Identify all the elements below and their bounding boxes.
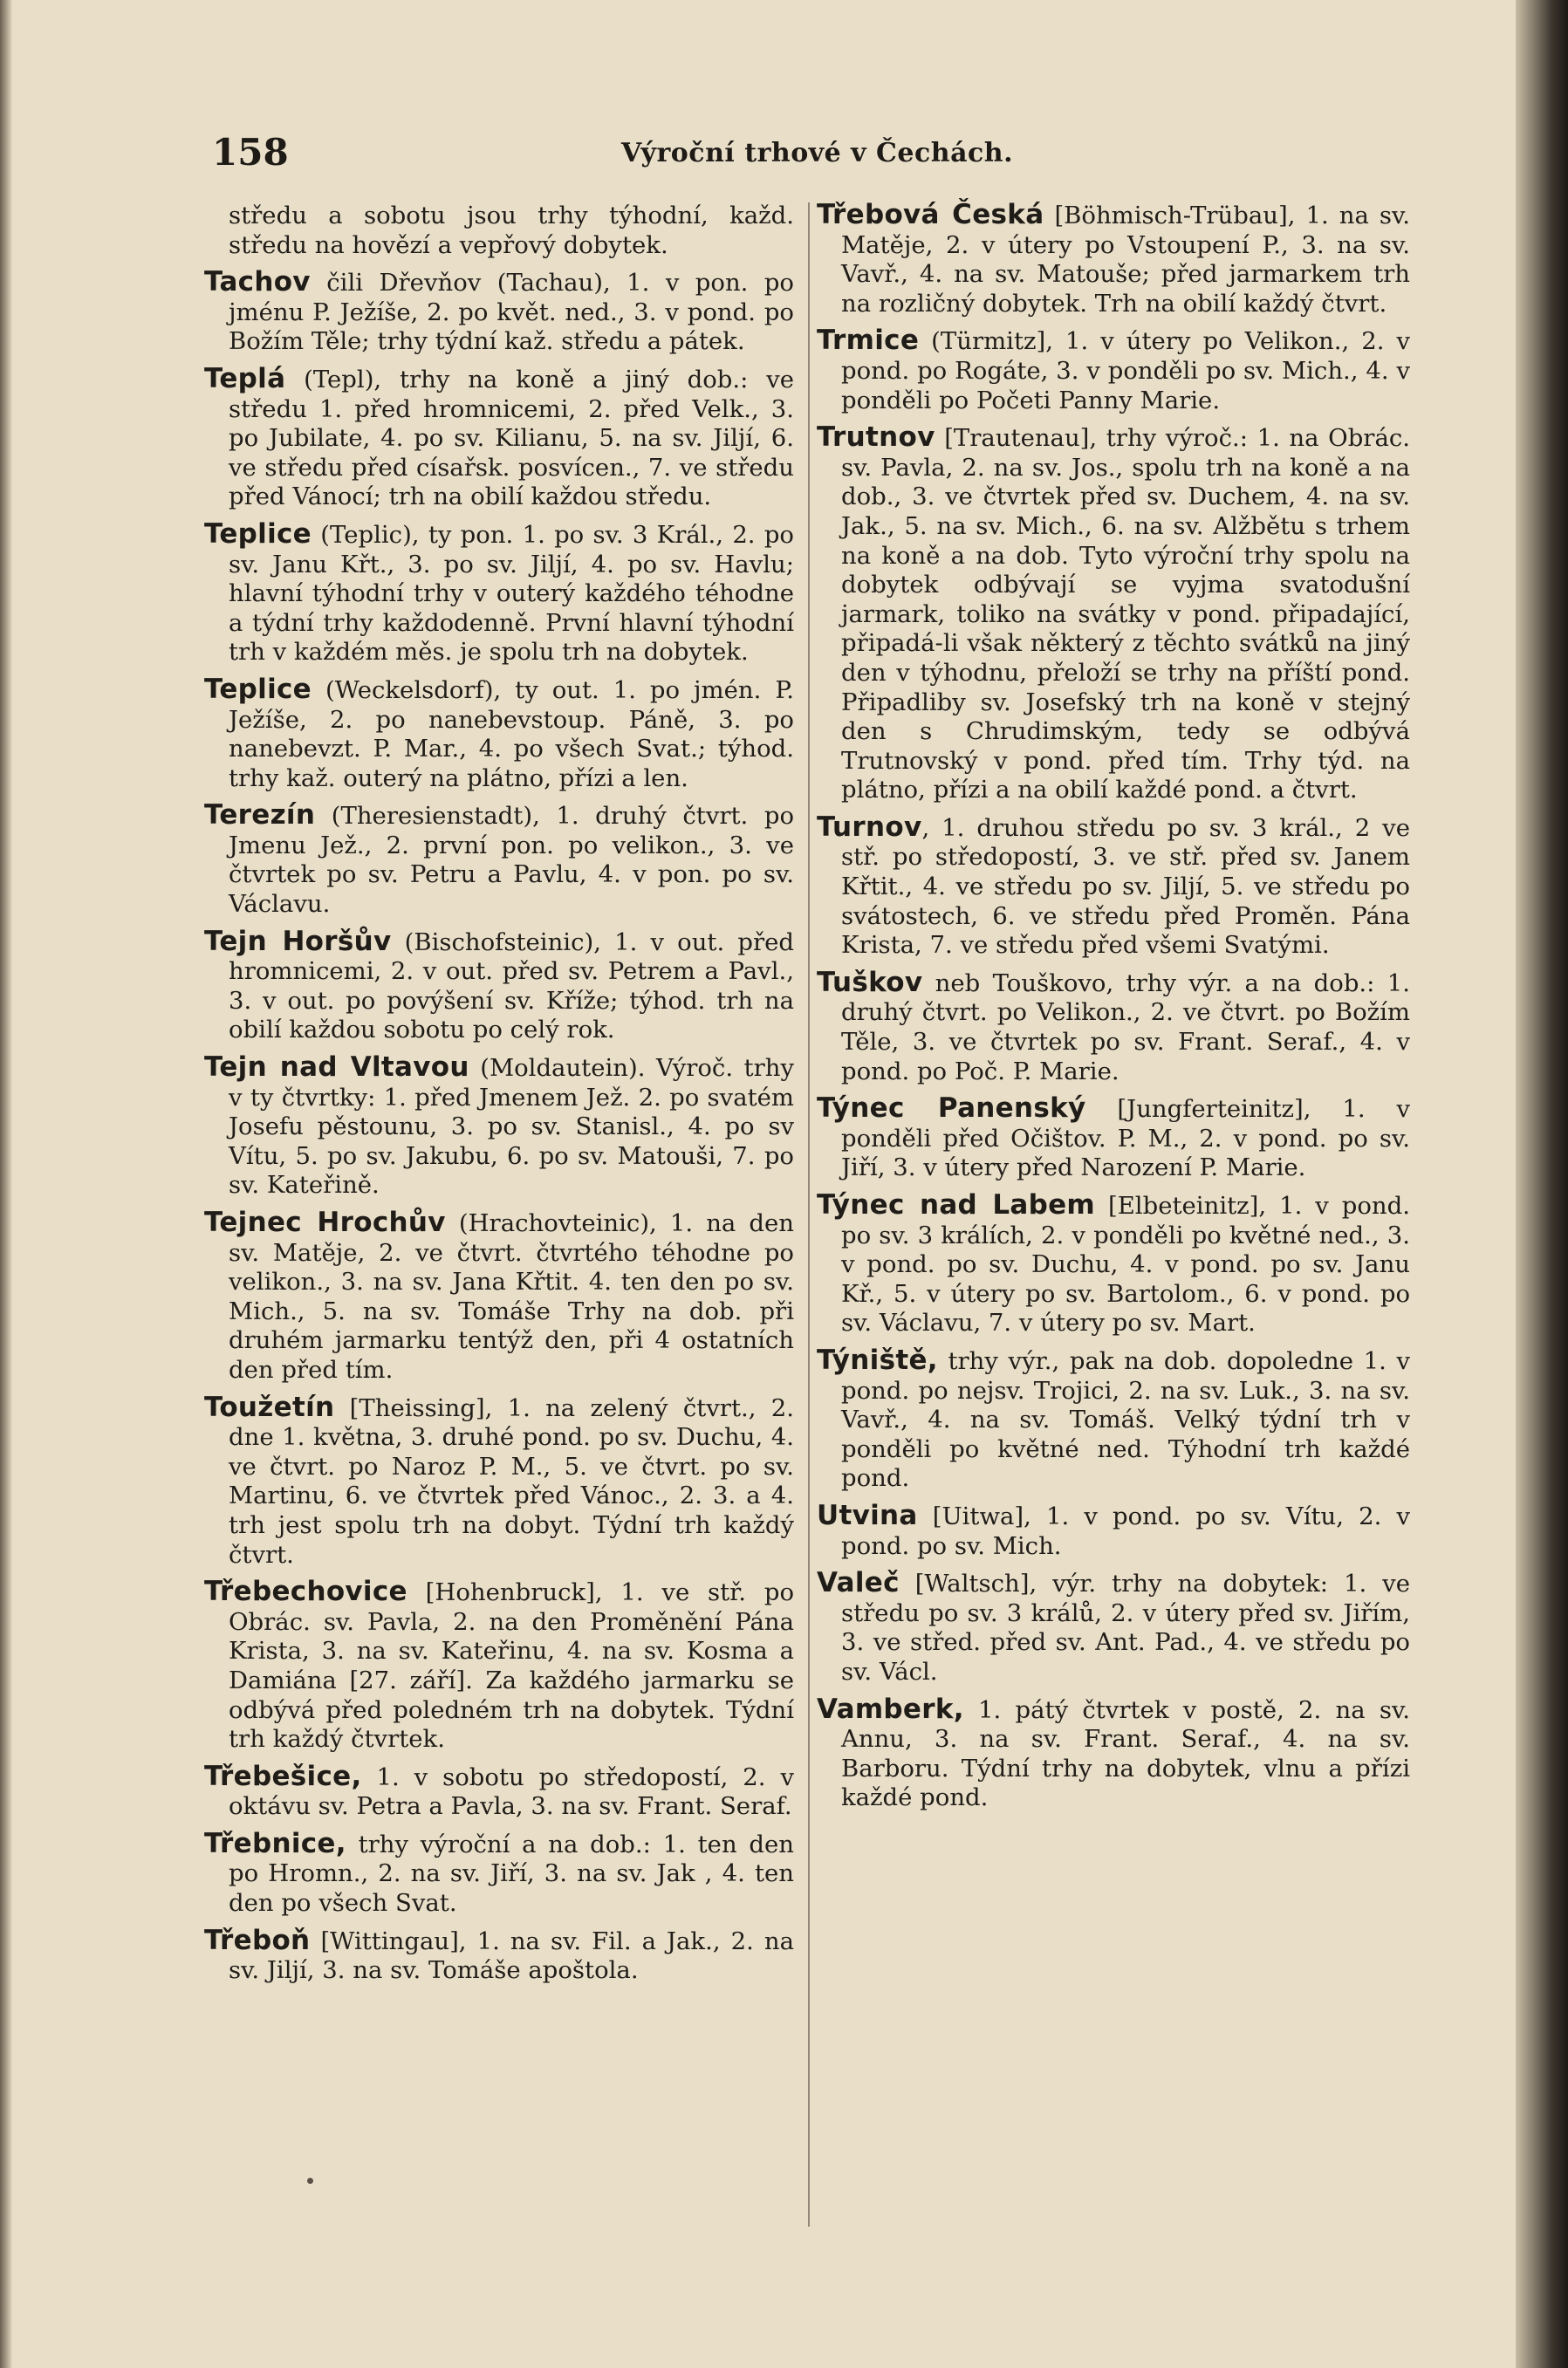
entry-text: [Elbeteinitz], 1. v pond. po sv. 3 králích, 2. v ponděli po květné ned., 3. v pond. po sv. Duchu, 4. v pond. po sv. Janu Kř., 5. v útery po sv. Bartolom., 6. v pond. po sv. Václavu, 7. v útery po sv. Mart. <box>841 1192 1410 1338</box>
entry-text: trhy výr., pak na dob. dopoledne 1. v pond. po nejsv. Trojici, 2. na sv. Luk., 3. na sv. Vavř., 4. na sv. Tomáš. Velký týdní trh v ponděli po květné ned. Týhodní trh každé pond. <box>841 1346 1410 1493</box>
entry <box>817 1191 1410 1338</box>
entry-text: (Weckelsdorf), ty out. 1. po jmén. P. Ježíše, 2. po nanebevstoup. Páně, 3. po nanebevzt. P. Mar., 4. po všech Svat.; týhod. trhy kaž. outerý na plátno, přízi a len. <box>229 675 794 792</box>
entry-text: (Bischofsteinic), 1. v out. před hromnicemi, 2. v out. před sv. Petrem a Pavl., 3. v out. po povýšení sv. Kříže; týhod. trh na obilí každou sobotu po celý rok. <box>229 927 794 1044</box>
entry-headword: Třebnice, <box>204 1827 346 1859</box>
entry-headword: Valeč <box>817 1567 900 1599</box>
entry-text: 1. v sobotu po středopostí, 2. v oktávu sv. Petra a Pavla, 3. na sv. Frant. Seraf. <box>229 1762 794 1821</box>
entry-headword: Teplá <box>204 362 286 394</box>
entry <box>204 1053 794 1201</box>
entry-headword: Tejn Horšův <box>204 925 392 957</box>
entry <box>204 1762 794 1822</box>
right-column <box>817 201 1410 1821</box>
entry-headword: Tuškov <box>817 966 923 998</box>
entry-headword: Týnec nad Labem <box>817 1189 1096 1221</box>
entry-headword: Utvina <box>817 1499 918 1531</box>
entry <box>204 801 794 919</box>
entry <box>204 268 794 357</box>
entry-text: (Teplic), ty pon. 1. po sv. 3 Král., 2. po sv. Janu Křt., 3. po sv. Jiljí, 4. po sv. Havlu; hlavní týhodní trhy v outerý každého téhodne a týdní trhy každodenně. První hlavní týhodní trh v každém měs. je spolu trh na dobytek. <box>229 520 794 667</box>
entry-headword: Trmice <box>817 325 920 357</box>
entry: středu a sobotu jsou trhy týhodní, každ. středu na hovězí a vepřový dobytek. <box>229 202 794 259</box>
page-gutter-shadow <box>1516 0 1568 2368</box>
entry <box>817 1499 1410 1561</box>
running-title: Výroční trhové v Čechách. <box>621 138 1014 168</box>
entry <box>817 1695 1410 1813</box>
entry <box>817 813 1410 961</box>
page-header <box>0 131 1568 183</box>
entry <box>204 517 794 667</box>
entry-text: (Türmitz], 1. v útery po Velikon., 2. v pond. po Rogáte, 3. v ponděli po sv. Mich., 4. v ponděli po Početi Panny Marie. <box>841 327 1410 414</box>
entry-text: 1. pátý čtvrtek v postě, 2. na sv. Annu, 3. na sv. Frant. Seraf., 4. na sv. Barboru. Týdní trhy na dobytek, vlnu a přízi každé pond. <box>841 1695 1410 1812</box>
entry-text: (Theresienstadt), 1. druhý čtvrt. po Jmenu Jež., 2. první pon. po velikon., 3. ve čtvrtek po sv. Petru a Pavlu, 4. v pon. po sv. Václavu. <box>229 802 794 919</box>
entry <box>817 1094 1410 1183</box>
entry-headword: Třebová Česká <box>817 199 1044 230</box>
entry-text: (Tepl), trhy na koně a jiný dob.: ve středu 1. před hromnicemi, 2. před Velk., 3. po Jubilate, 4. po sv. Kilianu, 5. na sv. Jiljí, 6. ve středu před císařsk. posvícen., 7. ve středu před Vánocí; trh na obilí každou středu. <box>229 365 794 511</box>
entry <box>204 1827 794 1919</box>
entry <box>204 927 794 1045</box>
entry-text: [Theissing], 1. na zelený čtvrt., 2. dne 1. května, 3. druhé pond. po sv. Duchu, 4. ve čtvrt. po Naroz P. M., 5. ve čtvrt. po sv. Martinu, 6. ve čtvrtek před Vánoc., 2. 3. a 4. trh jest spolu trh na dobyt. Týdní trh každý čtvrt. <box>229 1393 794 1569</box>
ink-speck <box>307 2178 313 2184</box>
entry-headword: Tachov <box>204 266 311 298</box>
entry <box>817 968 1410 1086</box>
entry-text: (Hrachovteinic), 1. na den sv. Matěje, 2. ve čtvrt. čtvrtého téhodne po velikon., 3. na sv. Jana Křtit. 4. ten den po sv. Mich., 5. na sv. Tomáše Trhy na dob. při druhém jarmarku tentýž den, při 4 ostatních den před tím. <box>229 1209 794 1384</box>
entry-headword: Teplice <box>204 517 312 550</box>
entry-headword: Terezín <box>204 799 316 832</box>
entry-headword: Týniště, <box>817 1344 938 1376</box>
column-divider <box>808 202 810 2227</box>
entry <box>204 675 794 793</box>
entry <box>817 201 1410 318</box>
page-left-edge <box>0 0 12 2368</box>
entry-headword: Třeboň <box>204 1924 311 1956</box>
entry-text: (Moldautein). Výroč. trhy v ty čtvrtky: 1. před Jmenem Jež. 2. po svatém Josefu pěstounu, 3. po sv. Stanisl., 4. po sv Vítu, 5. po sv. Jakubu, 6. po sv. Matouši, 7. po sv. Kateřině. <box>229 1054 795 1200</box>
entry-text: , 1. druhou středu po sv. 3 král., 2 ve stř. po středopostí, 3. ve stř. před sv. Janem Křtit., 4. ve středu po sv. Jiljí, 5. ve středu po svátostech, 6. ve středu před Proměn. Pána Krista, 7. ve středu před všemi Svatými. <box>841 813 1410 960</box>
entry <box>204 362 794 512</box>
entry <box>817 1346 1410 1494</box>
entry <box>817 423 1410 805</box>
entry-headword: Tejn nad Vltavou <box>204 1051 469 1084</box>
entry-headword: Vamberk, <box>817 1693 964 1725</box>
entry-text: [Trautenau], trhy výroč.: 1. na Obrác. sv. Pavla, 2. na sv. Jos., spolu trh na koně a na dob., 3. ve čtvrtek před sv. Duchem, 4. na sv. Jak., 5. na sv. Mich., 6. na sv. Alžbětu s trhem na koně a na dob. Tyto výroční trhy spolu na dobytek odbývají se vyjma svatodušní jarmark, toliko na svátky v pond. připadající, připadá-li však některý z těchto svátků na jiný den v týhodnu, přeloží se trhy na příští pond. Připadliby sv. Josefský trh na koně v stejný den s Chrudimským, tedy se odbývá Trutnovský v pond. před tím. Trhy týd. na plátno, přízi a na obilí každé pond. a čtvrt. <box>841 424 1410 804</box>
entry <box>204 1208 794 1386</box>
entry-text: [Böhmisch-Trübau], 1. na sv. Matěje, 2. v útery po Vstoupení P., 3. na sv. Vavř., 4. na sv. Matouše; před jarmarkem trh na rozličný dobytek. Trh na obilí každý čtvrt. <box>841 202 1411 318</box>
entry-headword: Teplice <box>204 673 312 705</box>
entry-text: [Uitwa], 1. v pond. po sv. Vítu, 2. v pond. po sv. Mich. <box>841 1502 1410 1560</box>
entry-headword: Třebechovice <box>204 1576 407 1608</box>
entry-text: [Waltsch], výr. trhy na dobytek: 1. ve středu po sv. 3 králů, 2. v útery před sv. Jiřím, 3. ve střed. před sv. Ant. Pad., 4. ve středu po sv. Václ. <box>841 1570 1410 1686</box>
entry-text: [Wittingau], 1. na sv. Fil. a Jak., 2. na sv. Jiljí, 3. na sv. Tomáše apoštola. <box>229 1927 794 1985</box>
entry-headword: Toužetín <box>204 1391 335 1423</box>
entry <box>204 1924 794 1986</box>
entry <box>204 1578 794 1755</box>
entry <box>817 1569 1410 1687</box>
left-column <box>204 201 794 1994</box>
entry <box>817 326 1410 415</box>
entry-headword: Tejnec Hrochův <box>204 1207 446 1238</box>
page-number: 158 <box>212 131 289 174</box>
entry-headword: Turnov <box>817 811 922 843</box>
entry-headword: Trutnov <box>817 421 935 454</box>
entry-text: čili Dřevňov (Tachau), 1. v pon. po jménu P. Ježíše, 2. po květ. ned., 3. v pond. po Božím Těle; trhy týdní kaž. středu a pátek. <box>229 269 794 356</box>
entry-text: neb Touškovo, trhy výr. a na dob.: 1. druhý čtvrt. po Velikon., 2. ve čtvrt. po Božím Těle, 3. ve čtvrtek po sv. Frant. Seraf., 4. v pond. po Poč. P. Marie. <box>841 968 1410 1085</box>
entry-text: trhy výroční a na dob.: 1. ten den po Hromn., 2. na sv. Jiří, 3. na sv. Jak , 4. ten den po všech Svat. <box>229 1830 794 1918</box>
entry-headword: Třebešice, <box>204 1760 362 1792</box>
entry <box>204 1393 794 1571</box>
entry-text: [Jungferteinitz], 1. v ponděli před Očištov. P. M., 2. v pond. po sv. Jiří, 3. v útery před Narození P. Marie. <box>841 1095 1411 1182</box>
entry-text: [Hohenbruck], 1. ve stř. po Obrác. sv. Pavla, 2. na den Proměnění Pána Krista, 3. na sv. Kateřinu, 4. na sv. Kosma a Damiána [27. září]. Za každého jarmarku se odbývá před poledném trh na dobytek. Týdní trh každý čtvrtek. <box>229 1578 794 1754</box>
entry-headword: Týnec Panenský <box>817 1092 1086 1125</box>
